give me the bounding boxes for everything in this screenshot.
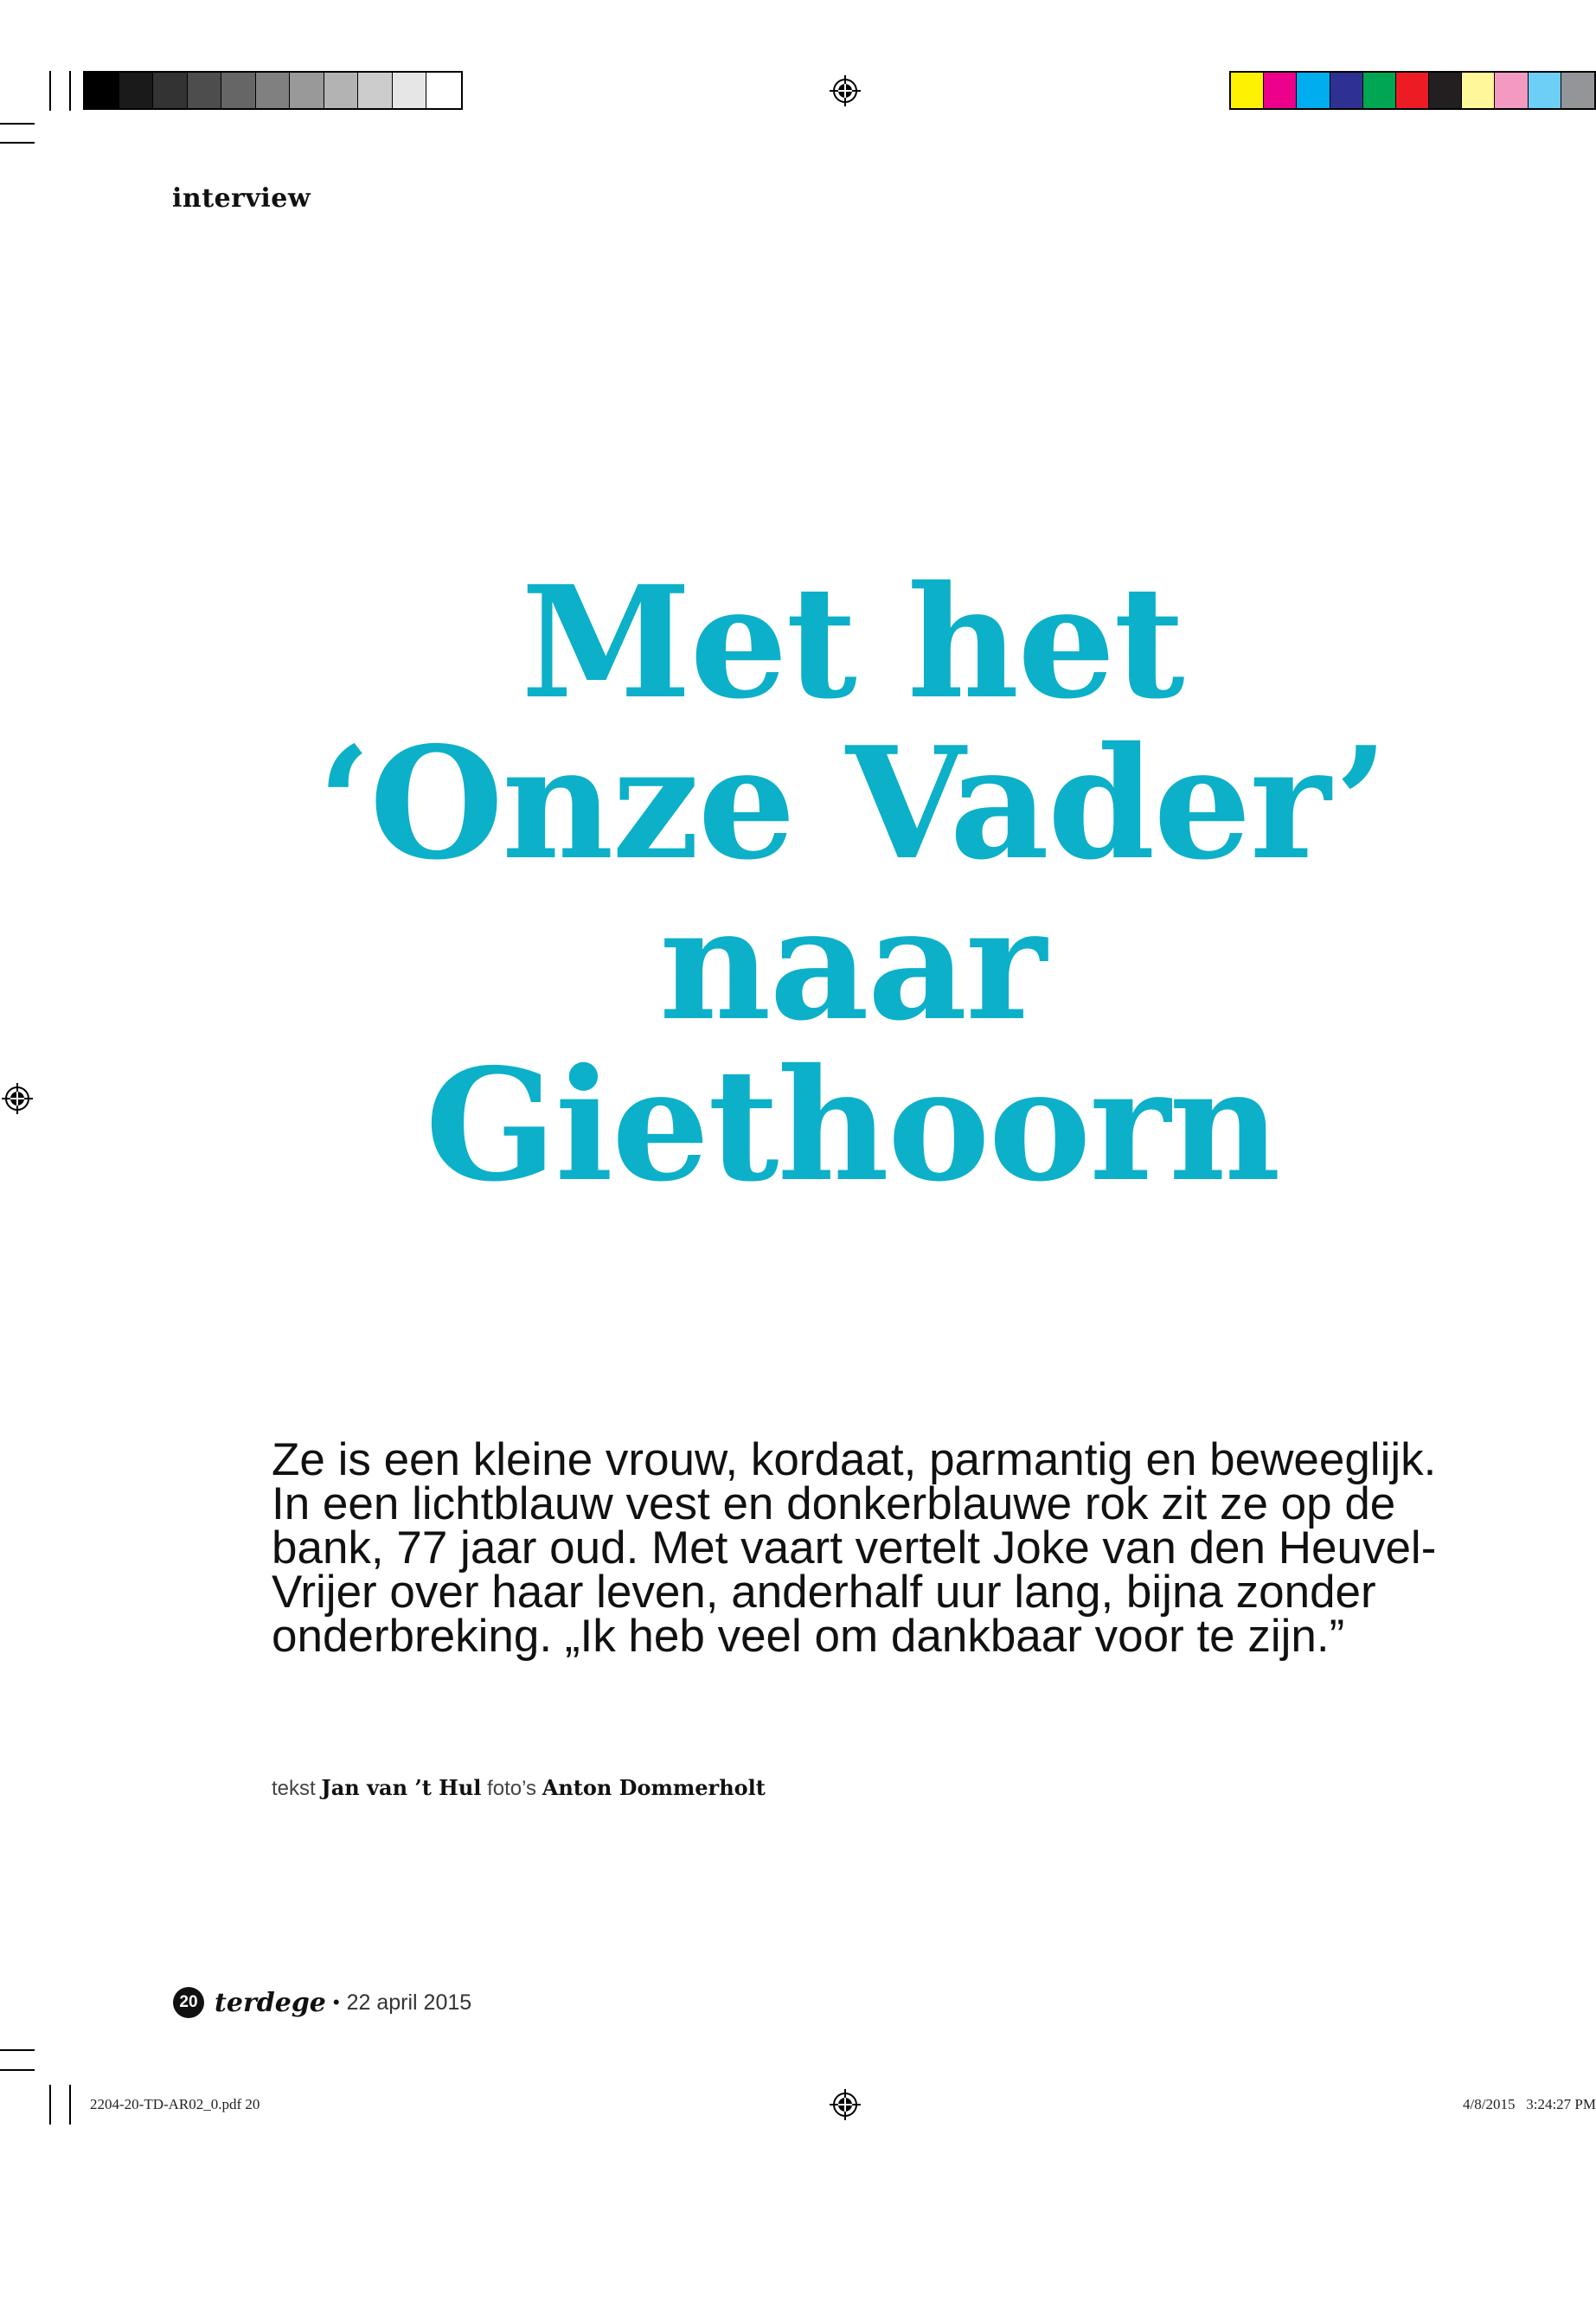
page-number: 20: [173, 1987, 204, 2018]
gray-swatch: [324, 73, 359, 108]
crop-mark: [49, 2085, 51, 2125]
section-label: interview: [172, 183, 311, 214]
registration-mark-icon: [830, 75, 861, 106]
color-swatch: [1231, 73, 1264, 108]
text-credit-label: tekst: [272, 1777, 316, 1800]
headline-line: Giethoorn: [425, 1035, 1279, 1215]
crop-mark: [0, 123, 35, 125]
color-calibration-bar: [1229, 71, 1596, 110]
magazine-logo: terdege: [215, 1987, 326, 2018]
print-slug-timestamp: 4/8/2015 3:24:27 PM: [1463, 2096, 1596, 2112]
crop-mark: [69, 2085, 71, 2125]
gray-swatch: [221, 73, 256, 108]
page-footer: [173, 1987, 471, 2018]
gray-swatch: [188, 73, 222, 108]
crop-mark: [69, 71, 71, 111]
photo-credit-label: foto’s: [487, 1777, 537, 1800]
gray-swatch: [256, 73, 291, 108]
headline-line: Met het: [521, 552, 1183, 733]
color-swatch: [1330, 73, 1363, 108]
gray-swatch: [393, 73, 427, 108]
color-swatch: [1396, 73, 1429, 108]
color-swatch: [1561, 73, 1594, 108]
registration-mark-icon: [830, 2089, 861, 2120]
color-swatch: [1529, 73, 1561, 108]
photo-author: Anton Dommerholt: [542, 1775, 766, 1800]
color-swatch: [1297, 73, 1330, 108]
text-author: Jan van ’t Hul: [321, 1775, 482, 1800]
gray-swatch: [290, 73, 324, 108]
color-swatch: [1495, 73, 1528, 108]
credits: [272, 1775, 766, 1801]
color-swatch: [1363, 73, 1396, 108]
gray-swatch: [85, 73, 119, 108]
grayscale-calibration-bar: [83, 71, 463, 110]
headline-line: ‘Onze Vader’: [317, 713, 1387, 894]
color-swatch: [1462, 73, 1495, 108]
color-swatch: [1429, 73, 1462, 108]
issue-date: 22 april 2015: [346, 1990, 472, 2015]
gray-swatch: [119, 73, 154, 108]
gray-swatch: [358, 73, 393, 108]
registration-mark-icon: [2, 1083, 33, 1114]
footer-separator: •: [332, 1991, 340, 2013]
intro-paragraph: Ze is een kleine vrouw, kordaat, parmantig en beweeglijk. In een lichtblauw vest en donkerblauwe rok zit ze op de bank, 77 jaar oud. Met vaart vertelt Joke van den Heuvel-Vrijer over haar leven, anderhalf uur lang, bijna zonder onderbreking. „Ik heb veel om dankbaar voor te zijn.”: [272, 1434, 1437, 1662]
crop-mark: [0, 2049, 35, 2051]
crop-mark: [0, 2069, 35, 2071]
crop-mark: [49, 71, 51, 111]
headline: [173, 552, 1531, 1215]
gray-swatch: [426, 73, 461, 108]
gray-swatch: [153, 73, 188, 108]
crop-mark: [0, 142, 35, 144]
color-swatch: [1264, 73, 1297, 108]
print-slug-filename: 2204-20-TD-AR02_0.pdf 20: [90, 2096, 260, 2112]
headline-line: naar: [659, 874, 1045, 1054]
